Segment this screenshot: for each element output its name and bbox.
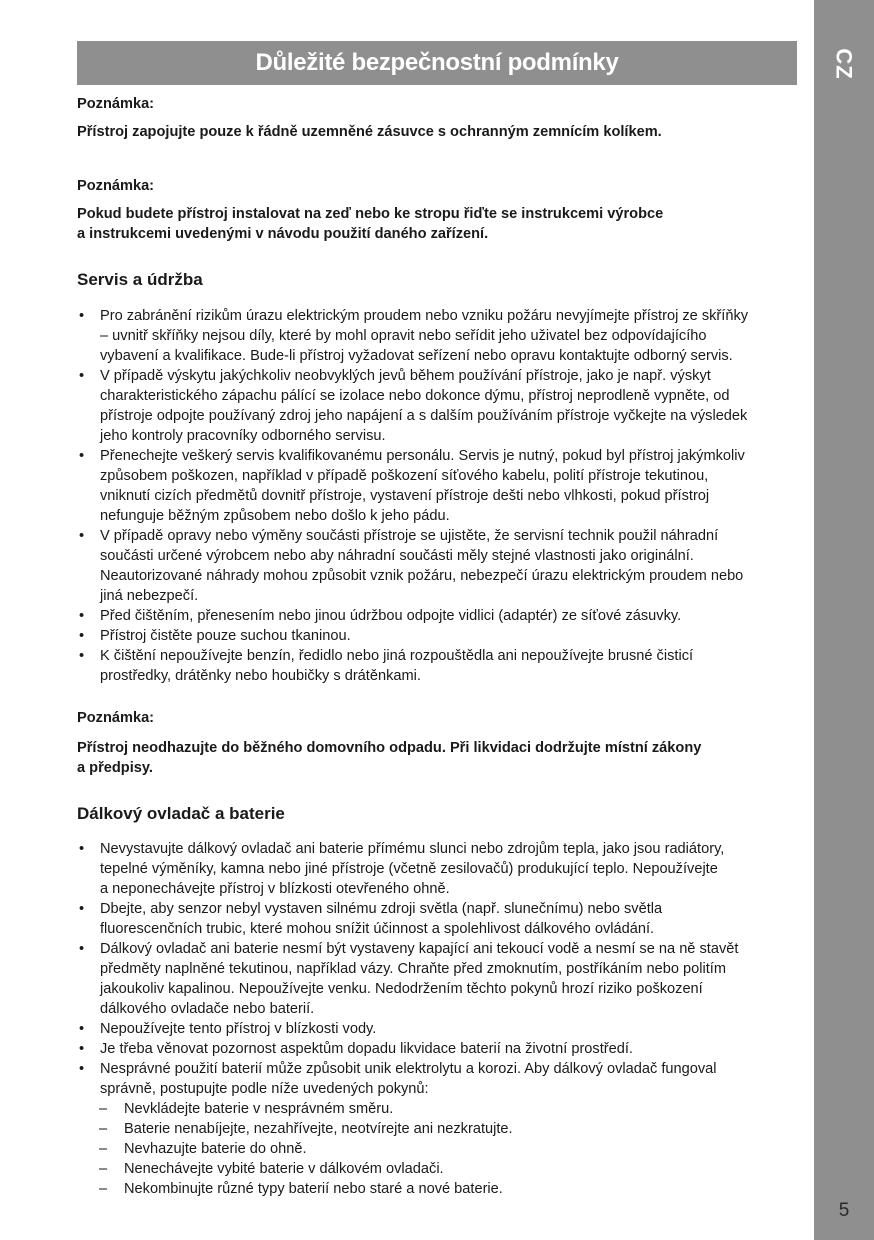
list-item: [77, 626, 799, 646]
list-item: [77, 306, 799, 366]
list-item: [77, 839, 799, 899]
item-line: nefunguje běžným způsobem nebo došlo k jeho pádu.: [100, 508, 450, 524]
item-line: • Nevystavujte dálkový ovladač ani baterie přímému slunci nebo zdrojům tepla, jako jsou radiátory,: [100, 841, 725, 857]
note-3: [77, 708, 799, 778]
item-line: • Dbejte, aby senzor nebyl vystaven silnému zdroji světla (např. slunečnímu) nebo světla: [100, 901, 663, 917]
item-line: – uvnitř skříňky nejsou díly, které by mohl opravit nebo seřídit jeho uživatel bez odpovídajícího: [100, 328, 707, 344]
item-line: vniknutí cizích předmětů dovnitř přístroje, vystavení přístroje dešti nebo vlhkosti, pokud přístroj: [100, 488, 710, 504]
item-line: prostředky, drátěnky nebo houbičky s drátěnkami.: [100, 668, 421, 684]
item-line: správně, postupujte podle níže uvedených pokynů:: [100, 1081, 429, 1097]
item-line: charakteristického zápachu pálící se izolace nebo dokonce dýmu, přístroj neprodleně vypněte, od: [100, 388, 730, 404]
sub-list-item: – Nekombinujte různé typy baterií nebo staré a nové baterie.: [77, 1179, 799, 1199]
item-line: přístroje odpojte používaný zdroj jeho napájení a s dalším používáním přístroje vyčkejte na výsledek: [100, 408, 748, 424]
list-item: [77, 446, 799, 526]
item-line: předměty naplněné tekutinou, například vázy. Chraňte před zmoknutím, postříkáním nebo politím: [100, 961, 726, 977]
note-2: [77, 176, 799, 244]
list-item: [77, 606, 799, 626]
item-line: vybavení a kvalifikace. Bude-li přístroj vyžadovat seřízení nebo opravu kontaktujte odborný servis.: [100, 348, 733, 364]
sub-list-item: – Nevkládejte baterie v nesprávném směru.: [77, 1099, 799, 1119]
item-line: tepelné výměníky, kamna nebo jiné přístroje (včetně zesilovačů) produkující teplo. Nepoužívejte: [100, 861, 718, 877]
section-heading-remote: Dálkový ovladač a baterie: [77, 804, 285, 823]
item-line: • Přístroj čistěte pouze suchou tkaninou.: [100, 628, 351, 644]
sub-list-item: – Nevhazujte baterie do ohně.: [77, 1139, 799, 1159]
list-item: [77, 526, 799, 606]
item-line: • Před čištěním, přenesením nebo jinou údržbou odpojte vidlici (adaptér) ze síťové zásuvky.: [100, 608, 682, 624]
item-line: • Je třeba věnovat pozornost aspektům dopadu likvidace baterií na životní prostředí.: [100, 1041, 633, 1057]
note-text-line: a předpisy.: [77, 760, 153, 776]
section-heading-service: Servis a údržba: [77, 270, 203, 289]
list-item: [77, 366, 799, 446]
item-line: a neponechávejte přístroj v blízkosti otevřeného ohně.: [100, 881, 450, 897]
item-line: Neautorizované náhrady mohou způsobit vznik požáru, nebezpečí úrazu elektrickým proudem nebo: [100, 568, 744, 584]
item-line: • Nesprávné použití baterií může způsobit unik elektrolytu a korozi. Aby dálkový ovladač fungoval: [100, 1061, 717, 1077]
item-line: • V případě výskytu jakýchkoliv neobvyklých jevů během používání přístroje, jako je např. výskyt: [100, 368, 711, 384]
item-line: • K čištění nepoužívejte benzín, ředidlo nebo jiná rozpouštědla ani nepoužívejte brusné čisticí: [100, 648, 694, 664]
list-item: [77, 646, 799, 686]
service-list: [77, 306, 799, 686]
list-item: [77, 939, 799, 1019]
item-line: jakoukoliv kapalinou. Nepoužívejte venku. Nedodržením těchto pokynů hrozí riziko poškození: [100, 981, 703, 997]
side-tab: [814, 0, 874, 1240]
list-item: [77, 899, 799, 939]
note-label: Poznámka:: [77, 96, 155, 112]
remote-list: [77, 839, 799, 1099]
sub-list-item: – Baterie nenabíjejte, nezahřívejte, neotvírejte ani nezkratujte.: [77, 1119, 799, 1139]
item-line: • V případě opravy nebo výměny součásti přístroje se ujistěte, že servisní technik použil náhradní: [100, 528, 719, 544]
note-text-line: a instrukcemi uvedenými v návodu použití daného zařízení.: [77, 226, 489, 242]
note-text: Přístroj zapojujte pouze k řádně uzemněné zásuvce s ochranným zemnícím kolíkem.: [77, 124, 662, 140]
page-number: 5: [838, 1200, 850, 1221]
document-body: [77, 94, 799, 1199]
note-label: Poznámka:: [77, 710, 155, 726]
note-1: [77, 94, 799, 142]
note-text-line: Pokud budete přístroj instalovat na zeď nebo ke stropu řiďte se instrukcemi výrobce: [77, 206, 664, 222]
language-code: CZ: [831, 48, 857, 80]
item-line: jeho kontroly pracovníky odborného servisu.: [100, 428, 386, 444]
item-line: jiná nebezpečí.: [100, 588, 199, 604]
sub-list-item: – Nenechávejte vybité baterie v dálkovém ovladači.: [77, 1159, 799, 1179]
list-item: [77, 1039, 799, 1059]
item-line: způsobem poškozen, například v případě poškození síťového kabelu, polití přístroje tekutinou,: [100, 468, 709, 484]
item-line: • Dálkový ovladač ani baterie nesmí být vystaveny kapající ani tekoucí vodě a nesmí se na ně stavět: [100, 941, 739, 957]
item-line: fluorescenčních trubic, které mohou snížit účinnost a spolehlivost dálkového ovládání.: [100, 921, 655, 937]
item-line: • Pro zabránění rizikům úrazu elektrickým proudem nebo vzniku požáru nevyjímejte přístroj ze skříňky: [100, 308, 749, 324]
item-line: • Nepoužívejte tento přístroj v blízkosti vody.: [100, 1021, 377, 1037]
page-title: Důležité bezpečnostní podmínky: [77, 41, 797, 85]
battery-sub-list: [77, 1099, 799, 1199]
list-item: [77, 1019, 799, 1039]
item-line: součásti určené výrobcem nebo aby náhradní součásti měly stejné vlastnosti jako originální.: [100, 548, 694, 564]
item-line: dálkového ovladače nebo baterií.: [100, 1001, 315, 1017]
note-label: Poznámka:: [77, 178, 155, 194]
note-text-line: Přístroj neodhazujte do běžného domovního odpadu. Při likvidaci dodržujte místní zákony: [77, 740, 702, 756]
list-item: [77, 1059, 799, 1099]
item-line: • Přenechejte veškerý servis kvalifikovanému personálu. Servis je nutný, pokud byl přístroj jakýmkoliv: [100, 448, 745, 464]
